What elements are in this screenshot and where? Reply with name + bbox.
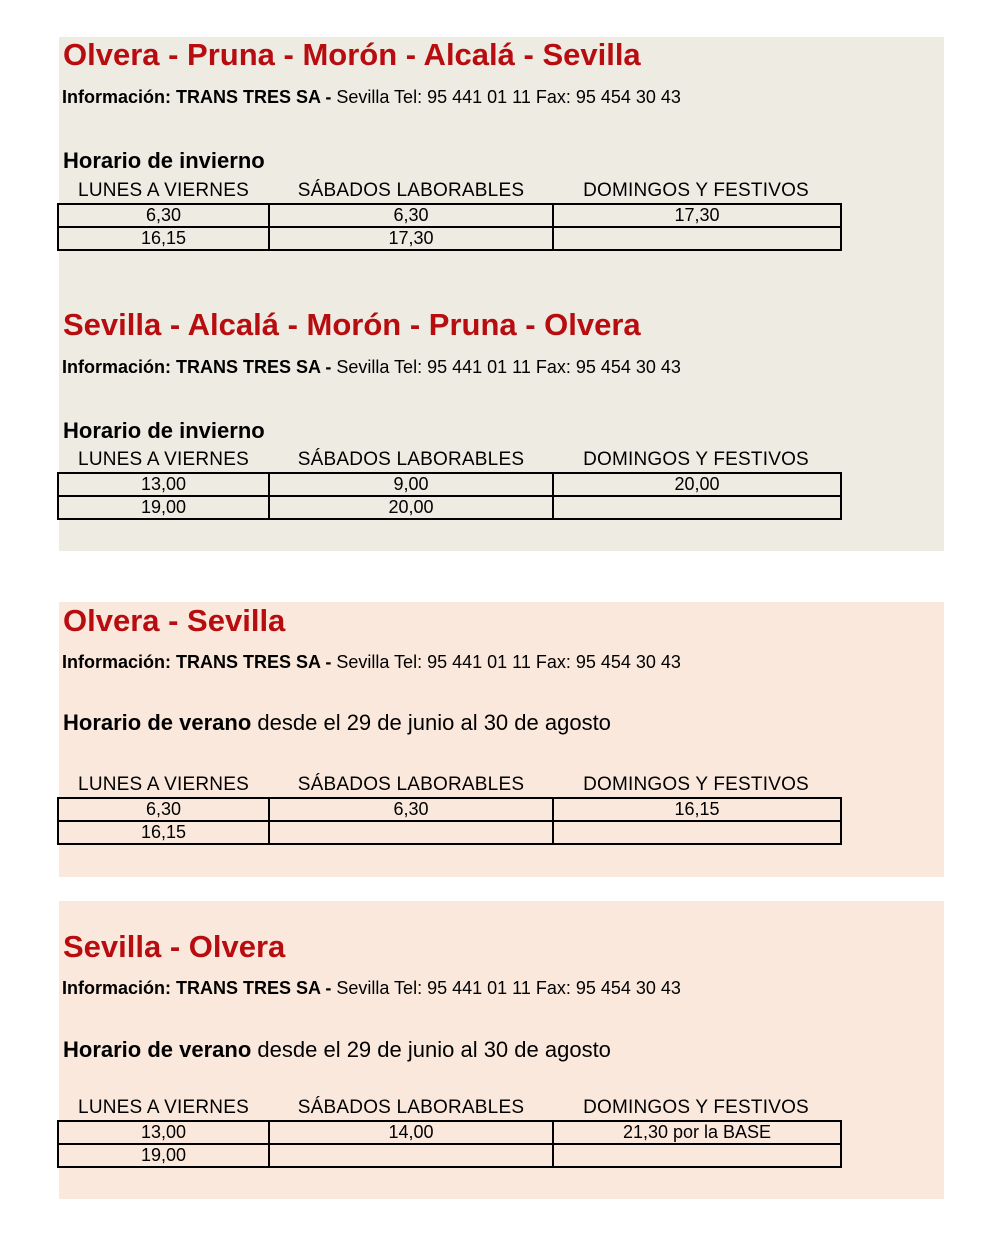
schedule-label: Horario de verano [63,1037,252,1062]
time-cell: 17,30 [269,227,553,250]
time-cell: 13,00 [58,1121,269,1144]
time-cell [553,496,841,519]
table-row [58,1144,841,1167]
time-cell [553,227,841,250]
operator-label: Información: TRANS TRES SA - [62,87,332,107]
table-row [58,204,841,227]
operator-info [62,652,681,673]
time-cell: 16,15 [553,798,841,821]
column-header-sundays: DOMINGOS Y FESTIVOS [583,449,809,470]
column-header-weekdays: LUNES A VIERNES [78,1097,249,1118]
table-row [58,1121,841,1144]
column-header-saturdays: SÁBADOS LABORABLES [297,774,525,795]
schedule-heading [63,148,265,174]
table-row [58,473,841,496]
column-header-weekdays: LUNES A VIERNES [78,774,249,795]
operator-info [62,87,681,108]
time-cell: 20,00 [553,473,841,496]
time-cell: 20,00 [269,496,553,519]
schedule-heading [63,710,611,736]
time-cell: 6,30 [58,204,269,227]
column-header-sundays: DOMINGOS Y FESTIVOS [583,774,809,795]
schedule-note: desde el 29 de junio al 30 de agosto [257,710,611,735]
timetable [57,472,842,520]
column-header-saturdays: SÁBADOS LABORABLES [297,449,525,470]
schedule-heading [63,1037,611,1063]
operator-info [62,978,681,999]
time-cell: 6,30 [58,798,269,821]
column-header-saturdays: SÁBADOS LABORABLES [297,1097,525,1118]
time-cell: 13,00 [58,473,269,496]
operator-contact: Sevilla Tel: 95 441 01 11 Fax: 95 454 30 43 [336,978,681,998]
time-cell [269,1144,553,1167]
operator-label: Información: TRANS TRES SA - [62,357,332,377]
operator-label: Información: TRANS TRES SA - [62,978,332,998]
operator-contact: Sevilla Tel: 95 441 01 11 Fax: 95 454 30 43 [336,357,681,377]
route-title: Sevilla - Alcalá - Morón - Pruna - Olvera [63,307,641,342]
time-cell [269,821,553,844]
time-cell: 16,15 [58,821,269,844]
timetable [57,797,842,845]
operator-contact: Sevilla Tel: 95 441 01 11 Fax: 95 454 30 43 [336,652,681,672]
table-row [58,798,841,821]
time-cell: 6,30 [269,798,553,821]
table-row [58,496,841,519]
schedule-label: Horario de invierno [63,418,265,443]
operator-label: Información: TRANS TRES SA - [62,652,332,672]
route-title: Sevilla - Olvera [63,929,286,964]
time-cell: 21,30 por la BASE [553,1121,841,1144]
timetable [57,203,842,251]
schedule-label: Horario de verano [63,710,252,735]
column-header-weekdays: LUNES A VIERNES [78,180,249,201]
column-header-saturdays: SÁBADOS LABORABLES [297,180,525,201]
time-cell: 6,30 [269,204,553,227]
route-title: Olvera - Pruna - Morón - Alcalá - Sevilla [63,37,641,72]
operator-contact: Sevilla Tel: 95 441 01 11 Fax: 95 454 30 43 [336,87,681,107]
column-header-weekdays: LUNES A VIERNES [78,449,249,470]
time-cell: 17,30 [553,204,841,227]
table-row [58,821,841,844]
time-cell [553,1144,841,1167]
operator-info [62,357,681,378]
column-header-sundays: DOMINGOS Y FESTIVOS [583,180,809,201]
schedule-label: Horario de invierno [63,148,265,173]
time-cell: 19,00 [58,496,269,519]
schedule-note: desde el 29 de junio al 30 de agosto [257,1037,611,1062]
time-cell: 16,15 [58,227,269,250]
column-header-sundays: DOMINGOS Y FESTIVOS [583,1097,809,1118]
route-title: Olvera - Sevilla [63,603,286,638]
time-cell: 9,00 [269,473,553,496]
timetable [57,1120,842,1168]
schedule-heading [63,418,265,444]
time-cell: 14,00 [269,1121,553,1144]
table-row [58,227,841,250]
time-cell: 19,00 [58,1144,269,1167]
time-cell [553,821,841,844]
